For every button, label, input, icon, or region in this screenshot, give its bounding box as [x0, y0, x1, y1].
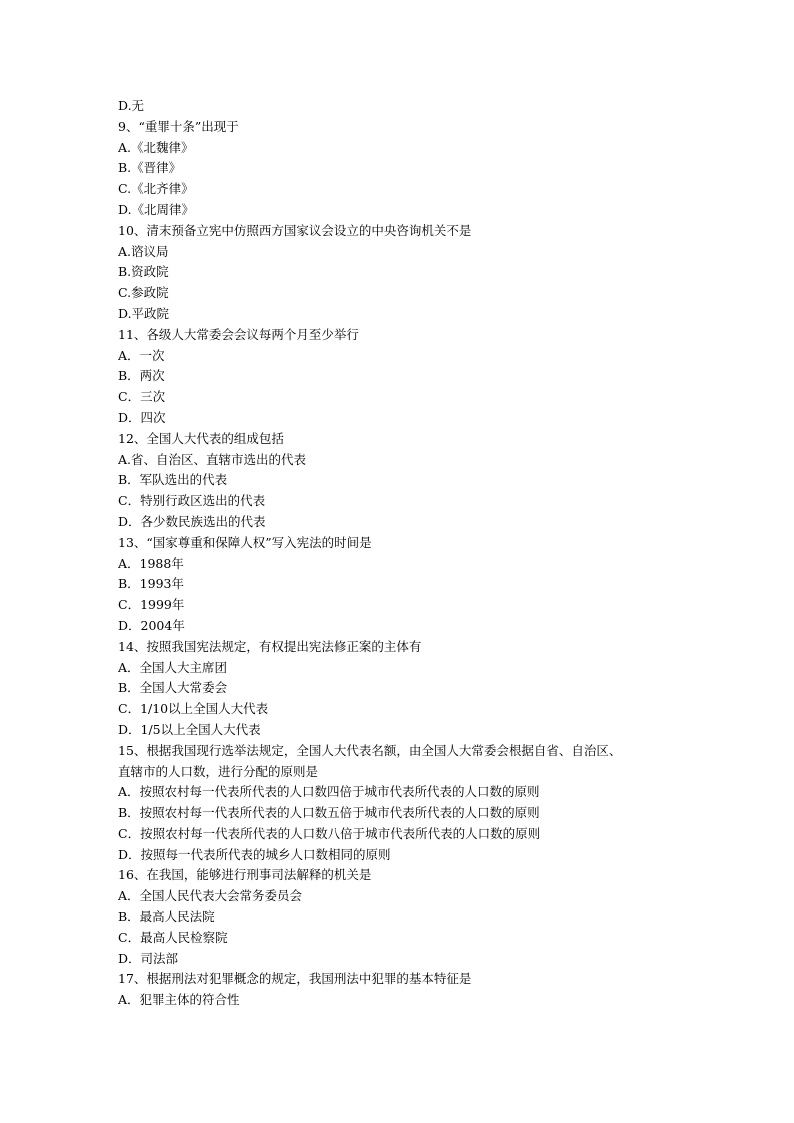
question-15: 15、根据我国现行选举法规定，全国人大代表名额，由全国人大常委会根据自省、自治区、: [118, 742, 622, 758]
option-b: B．1993年: [118, 576, 184, 592]
option-a: A.谘议局: [118, 243, 169, 259]
option-d: D.《北周律》: [118, 201, 195, 217]
option-a: A.省、自治区、直辖市选出的代表: [118, 451, 307, 467]
option-b: B.资政院: [118, 264, 169, 280]
option-a: A．全国人民代表大会常务委员会: [118, 888, 303, 904]
option-b: B．军队选出的代表: [118, 472, 228, 488]
option-a: A．1988年: [118, 555, 184, 571]
option-a: A.《北魏律》: [118, 139, 194, 155]
document-body: [118, 96, 718, 1011]
option-c: C．三次: [118, 389, 166, 405]
question-14: 14、按照我国宪法规定，有权提出宪法修正案的主体有: [118, 638, 422, 654]
option-c: C．特别行政区选出的代表: [118, 493, 266, 509]
option-c: C.《北齐律》: [118, 181, 194, 197]
option-c: C.参政院: [118, 285, 169, 301]
question-9: 9、“重罪十条”出现于: [118, 118, 239, 134]
question-11: 11、各级人大常委会会议每两个月至少举行: [118, 326, 359, 342]
option-b: B．按照农村每一代表所代表的人口数五倍于城市代表所代表的人口数的原则: [118, 805, 540, 821]
option-a: A．按照农村每一代表所代表的人口数四倍于城市代表所代表的人口数的原则: [118, 784, 540, 800]
option-c: C．1999年: [118, 597, 185, 613]
option-c: C．按照农村每一代表所代表的人口数八倍于城市代表所代表的人口数的原则: [118, 825, 541, 841]
option-a: A．全国人大主席团: [118, 659, 228, 675]
question-16: 16、在我国，能够进行刑事司法解释的机关是: [118, 867, 372, 883]
option-a: A．犯罪主体的符合性: [118, 992, 240, 1008]
option-d: D．各少数民族选出的代表: [118, 513, 266, 529]
option-d: D．2004年: [118, 617, 185, 633]
option-d: D.平政院: [118, 305, 170, 321]
option-c: C．最高人民检察院: [118, 929, 228, 945]
option-d: D．司法部: [118, 950, 179, 966]
option-b: B．最高人民法院: [118, 909, 215, 925]
question-17: 17、根据刑法对犯罪概念的规定，我国刑法中犯罪的基本特征是: [118, 971, 472, 987]
option-b: B.《晋律》: [118, 160, 182, 176]
option-b: B．两次: [118, 368, 165, 384]
option-d: D．四次: [118, 409, 166, 425]
option-d: D．1/5以上全国人大代表: [118, 721, 261, 737]
option-d: D．按照每一代表所代表的城乡人口数相同的原则: [118, 846, 391, 862]
option-b: B．全国人大常委会: [118, 680, 228, 696]
option-a: A．一次: [118, 347, 165, 363]
question-12: 12、全国人大代表的组成包括: [118, 430, 284, 446]
option-c: C．1/10以上全国人大代表: [118, 701, 269, 717]
option-d: D.无: [118, 98, 145, 113]
question-15-continued: 直辖市的人口数，进行分配的原则是: [118, 763, 319, 779]
question-13: 13、“国家尊重和保障人权”写入宪法的时间是: [118, 534, 372, 550]
question-10: 10、清末预备立宪中仿照西方国家议会设立的中央咨询机关不是: [118, 222, 472, 238]
